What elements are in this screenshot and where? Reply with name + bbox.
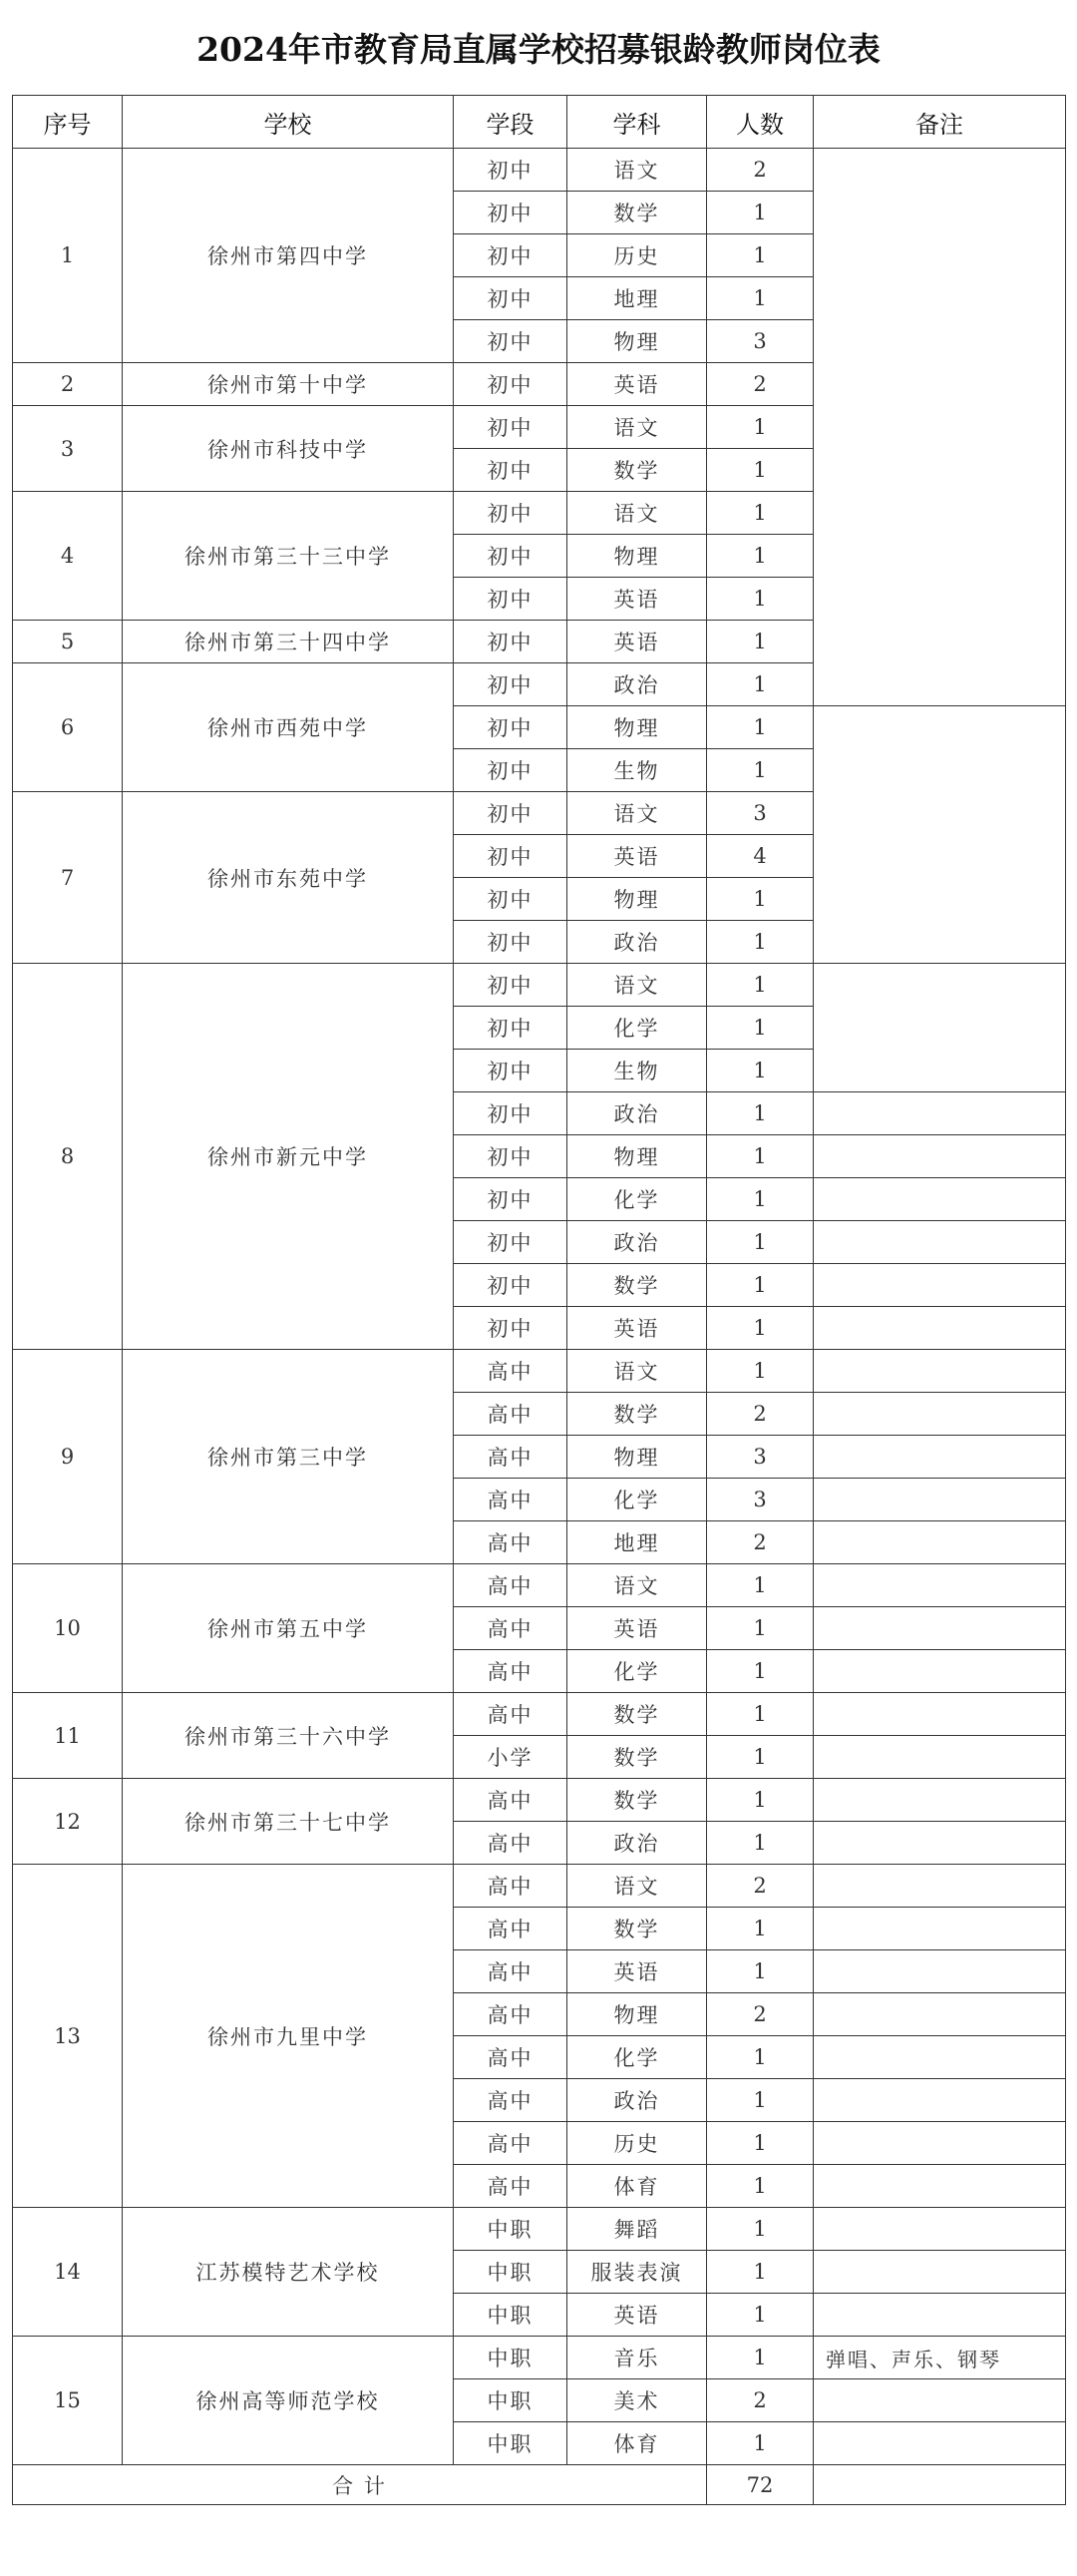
subject-cell: 地理 bbox=[567, 1521, 707, 1564]
subject-cell: 英语 bbox=[567, 1607, 707, 1650]
row-number: 6 bbox=[13, 663, 123, 792]
stage-cell: 初中 bbox=[454, 1135, 567, 1178]
count-cell: 1 bbox=[707, 1779, 814, 1822]
count-cell: 2 bbox=[707, 1865, 814, 1908]
count-cell: 1 bbox=[707, 964, 814, 1007]
subject-cell: 物理 bbox=[567, 706, 707, 749]
subject-cell: 数学 bbox=[567, 1908, 707, 1950]
note-cell bbox=[814, 1264, 1066, 1307]
note-cell bbox=[814, 1479, 1066, 1521]
school-name: 徐州市第三十七中学 bbox=[123, 1779, 454, 1865]
subject-cell: 历史 bbox=[567, 234, 707, 277]
count-cell: 1 bbox=[707, 1050, 814, 1092]
school-name: 徐州市第三十四中学 bbox=[123, 621, 454, 663]
stage-cell: 高中 bbox=[454, 1650, 567, 1693]
total-row bbox=[13, 2465, 1066, 2505]
stage-cell: 初中 bbox=[454, 149, 567, 192]
note-cell bbox=[814, 2208, 1066, 2251]
row-number: 5 bbox=[13, 621, 123, 663]
subject-cell: 数学 bbox=[567, 1779, 707, 1822]
count-cell: 1 bbox=[707, 2422, 814, 2465]
subject-cell: 美术 bbox=[567, 2379, 707, 2422]
school-name: 徐州市第五中学 bbox=[123, 1564, 454, 1693]
subject-cell: 语文 bbox=[567, 406, 707, 449]
stage-cell: 初中 bbox=[454, 663, 567, 706]
header-no: 序号 bbox=[13, 96, 123, 149]
note-cell bbox=[814, 1521, 1066, 1564]
stage-cell: 初中 bbox=[454, 535, 567, 578]
note-cell bbox=[814, 2422, 1066, 2465]
note-cell bbox=[814, 2122, 1066, 2165]
school-name: 徐州市第三十三中学 bbox=[123, 492, 454, 621]
subject-cell: 物理 bbox=[567, 878, 707, 921]
count-cell: 1 bbox=[707, 535, 814, 578]
stage-cell: 初中 bbox=[454, 921, 567, 964]
stage-cell: 初中 bbox=[454, 234, 567, 277]
school-name: 徐州市第四中学 bbox=[123, 149, 454, 363]
note-cell bbox=[814, 1350, 1066, 1393]
header-row bbox=[13, 96, 1066, 149]
subject-cell: 数学 bbox=[567, 1736, 707, 1779]
count-cell: 3 bbox=[707, 1436, 814, 1479]
header-stage: 学段 bbox=[454, 96, 567, 149]
stage-cell: 高中 bbox=[454, 2079, 567, 2122]
note-cell bbox=[814, 1178, 1066, 1221]
subject-cell: 音乐 bbox=[567, 2337, 707, 2379]
stage-cell: 中职 bbox=[454, 2208, 567, 2251]
note-cell bbox=[814, 2165, 1066, 2208]
row-number: 13 bbox=[13, 1865, 123, 2208]
stage-cell: 中职 bbox=[454, 2422, 567, 2465]
school-name: 徐州市九里中学 bbox=[123, 1865, 454, 2208]
stage-cell: 初中 bbox=[454, 792, 567, 835]
count-cell: 1 bbox=[707, 706, 814, 749]
subject-cell: 服装表演 bbox=[567, 2251, 707, 2294]
count-cell: 1 bbox=[707, 492, 814, 535]
subject-cell: 政治 bbox=[567, 2079, 707, 2122]
count-cell: 1 bbox=[707, 1307, 814, 1350]
note-cell bbox=[814, 1908, 1066, 1950]
stage-cell: 初中 bbox=[454, 363, 567, 406]
count-cell: 1 bbox=[707, 449, 814, 492]
row-number: 8 bbox=[13, 964, 123, 1350]
count-cell: 1 bbox=[707, 1350, 814, 1393]
count-cell: 1 bbox=[707, 621, 814, 663]
note-cell bbox=[814, 1436, 1066, 1479]
stage-cell: 初中 bbox=[454, 578, 567, 621]
row-number: 15 bbox=[13, 2337, 123, 2465]
subject-cell: 语文 bbox=[567, 792, 707, 835]
note-cell bbox=[814, 2379, 1066, 2422]
subject-cell: 政治 bbox=[567, 663, 707, 706]
school-name: 江苏模特艺术学校 bbox=[123, 2208, 454, 2337]
count-cell: 1 bbox=[707, 2036, 814, 2079]
stage-cell: 初中 bbox=[454, 320, 567, 363]
stage-cell: 高中 bbox=[454, 1693, 567, 1736]
header-note: 备注 bbox=[814, 96, 1066, 149]
count-cell: 1 bbox=[707, 2251, 814, 2294]
subject-cell: 化学 bbox=[567, 2036, 707, 2079]
count-cell: 4 bbox=[707, 835, 814, 878]
count-cell: 2 bbox=[707, 149, 814, 192]
count-cell: 1 bbox=[707, 1264, 814, 1307]
stage-cell: 高中 bbox=[454, 1779, 567, 1822]
count-cell: 1 bbox=[707, 578, 814, 621]
school-name: 徐州高等师范学校 bbox=[123, 2337, 454, 2465]
stage-cell: 高中 bbox=[454, 2165, 567, 2208]
school-name: 徐州市第三十六中学 bbox=[123, 1693, 454, 1779]
subject-cell: 化学 bbox=[567, 1007, 707, 1050]
subject-cell: 化学 bbox=[567, 1178, 707, 1221]
stage-cell: 高中 bbox=[454, 1950, 567, 1993]
stage-cell: 高中 bbox=[454, 1521, 567, 1564]
note-cell bbox=[814, 706, 1066, 964]
count-cell: 1 bbox=[707, 1564, 814, 1607]
stage-cell: 中职 bbox=[454, 2251, 567, 2294]
stage-cell: 初中 bbox=[454, 964, 567, 1007]
count-cell: 2 bbox=[707, 1521, 814, 1564]
count-cell: 1 bbox=[707, 1950, 814, 1993]
table-row bbox=[13, 1779, 1066, 1822]
stage-cell: 高中 bbox=[454, 1350, 567, 1393]
stage-cell: 初中 bbox=[454, 449, 567, 492]
subject-cell: 数学 bbox=[567, 449, 707, 492]
subject-cell: 数学 bbox=[567, 1693, 707, 1736]
count-cell: 1 bbox=[707, 1221, 814, 1264]
count-cell: 1 bbox=[707, 878, 814, 921]
note-cell bbox=[814, 1607, 1066, 1650]
stage-cell: 初中 bbox=[454, 492, 567, 535]
count-cell: 1 bbox=[707, 2122, 814, 2165]
count-cell: 1 bbox=[707, 192, 814, 234]
subject-cell: 政治 bbox=[567, 1822, 707, 1865]
note-cell bbox=[814, 1779, 1066, 1822]
note-cell bbox=[814, 149, 1066, 706]
subject-cell: 体育 bbox=[567, 2422, 707, 2465]
note-cell bbox=[814, 1736, 1066, 1779]
subject-cell: 英语 bbox=[567, 578, 707, 621]
stage-cell: 高中 bbox=[454, 1822, 567, 1865]
row-number: 4 bbox=[13, 492, 123, 621]
school-name: 徐州市第十中学 bbox=[123, 363, 454, 406]
note-cell bbox=[814, 1822, 1066, 1865]
subject-cell: 物理 bbox=[567, 1135, 707, 1178]
stage-cell: 初中 bbox=[454, 1050, 567, 1092]
positions-table bbox=[12, 95, 1066, 2505]
count-cell: 1 bbox=[707, 1607, 814, 1650]
stage-cell: 初中 bbox=[454, 621, 567, 663]
subject-cell: 数学 bbox=[567, 192, 707, 234]
subject-cell: 语文 bbox=[567, 492, 707, 535]
header-subject: 学科 bbox=[567, 96, 707, 149]
stage-cell: 高中 bbox=[454, 1908, 567, 1950]
count-cell: 1 bbox=[707, 1178, 814, 1221]
school-name: 徐州市科技中学 bbox=[123, 406, 454, 492]
stage-cell: 高中 bbox=[454, 1393, 567, 1436]
stage-cell: 初中 bbox=[454, 749, 567, 792]
note-cell: 弹唱、声乐、钢琴 bbox=[814, 2337, 1066, 2379]
count-cell: 1 bbox=[707, 1007, 814, 1050]
row-number: 10 bbox=[13, 1564, 123, 1693]
subject-cell: 物理 bbox=[567, 1436, 707, 1479]
subject-cell: 生物 bbox=[567, 749, 707, 792]
note-cell bbox=[814, 1950, 1066, 1993]
header-school: 学校 bbox=[123, 96, 454, 149]
note-cell bbox=[814, 1135, 1066, 1178]
note-cell bbox=[814, 2294, 1066, 2337]
stage-cell: 高中 bbox=[454, 1564, 567, 1607]
row-number: 12 bbox=[13, 1779, 123, 1865]
stage-cell: 初中 bbox=[454, 835, 567, 878]
row-number: 3 bbox=[13, 406, 123, 492]
subject-cell: 语文 bbox=[567, 149, 707, 192]
count-cell: 2 bbox=[707, 363, 814, 406]
school-name: 徐州市新元中学 bbox=[123, 964, 454, 1350]
count-cell: 1 bbox=[707, 2337, 814, 2379]
count-cell: 2 bbox=[707, 1393, 814, 1436]
stage-cell: 初中 bbox=[454, 1221, 567, 1264]
subject-cell: 政治 bbox=[567, 1221, 707, 1264]
table-row bbox=[13, 149, 1066, 192]
school-name: 徐州市第三中学 bbox=[123, 1350, 454, 1564]
stage-cell: 初中 bbox=[454, 1007, 567, 1050]
stage-cell: 初中 bbox=[454, 706, 567, 749]
note-cell bbox=[814, 1993, 1066, 2036]
stage-cell: 小学 bbox=[454, 1736, 567, 1779]
count-cell: 2 bbox=[707, 1993, 814, 2036]
subject-cell: 语文 bbox=[567, 964, 707, 1007]
subject-cell: 物理 bbox=[567, 535, 707, 578]
note-cell bbox=[814, 1307, 1066, 1350]
count-cell: 1 bbox=[707, 749, 814, 792]
count-cell: 1 bbox=[707, 2294, 814, 2337]
subject-cell: 生物 bbox=[567, 1050, 707, 1092]
stage-cell: 中职 bbox=[454, 2294, 567, 2337]
note-cell bbox=[814, 1393, 1066, 1436]
count-cell: 1 bbox=[707, 2079, 814, 2122]
stage-cell: 初中 bbox=[454, 406, 567, 449]
stage-cell: 高中 bbox=[454, 1993, 567, 2036]
subject-cell: 英语 bbox=[567, 1950, 707, 1993]
count-cell: 1 bbox=[707, 1736, 814, 1779]
subject-cell: 英语 bbox=[567, 2294, 707, 2337]
count-cell: 1 bbox=[707, 406, 814, 449]
note-cell bbox=[814, 1693, 1066, 1736]
stage-cell: 高中 bbox=[454, 1479, 567, 1521]
subject-cell: 物理 bbox=[567, 1993, 707, 2036]
subject-cell: 历史 bbox=[567, 2122, 707, 2165]
stage-cell: 高中 bbox=[454, 1865, 567, 1908]
stage-cell: 初中 bbox=[454, 277, 567, 320]
table-row bbox=[13, 964, 1066, 1007]
table-row bbox=[13, 2208, 1066, 2251]
count-cell: 1 bbox=[707, 1650, 814, 1693]
table-body bbox=[13, 149, 1066, 2505]
count-cell: 1 bbox=[707, 1908, 814, 1950]
count-cell: 1 bbox=[707, 1822, 814, 1865]
subject-cell: 化学 bbox=[567, 1479, 707, 1521]
count-cell: 1 bbox=[707, 2165, 814, 2208]
row-number: 1 bbox=[13, 149, 123, 363]
subject-cell: 政治 bbox=[567, 1092, 707, 1135]
subject-cell: 语文 bbox=[567, 1564, 707, 1607]
row-number: 14 bbox=[13, 2208, 123, 2337]
table-row bbox=[13, 2337, 1066, 2379]
note-cell bbox=[814, 1650, 1066, 1693]
subject-cell: 物理 bbox=[567, 320, 707, 363]
count-cell: 3 bbox=[707, 320, 814, 363]
subject-cell: 语文 bbox=[567, 1350, 707, 1393]
subject-cell: 体育 bbox=[567, 2165, 707, 2208]
subject-cell: 地理 bbox=[567, 277, 707, 320]
count-cell: 1 bbox=[707, 663, 814, 706]
table-row bbox=[13, 1865, 1066, 1908]
count-cell: 1 bbox=[707, 1092, 814, 1135]
table-row bbox=[13, 1564, 1066, 1607]
count-cell: 3 bbox=[707, 792, 814, 835]
stage-cell: 高中 bbox=[454, 2036, 567, 2079]
note-cell bbox=[814, 1221, 1066, 1264]
row-number: 7 bbox=[13, 792, 123, 964]
stage-cell: 初中 bbox=[454, 878, 567, 921]
row-number: 11 bbox=[13, 1693, 123, 1779]
note-cell bbox=[814, 2079, 1066, 2122]
subject-cell: 化学 bbox=[567, 1650, 707, 1693]
subject-cell: 舞蹈 bbox=[567, 2208, 707, 2251]
stage-cell: 中职 bbox=[454, 2379, 567, 2422]
subject-cell: 语文 bbox=[567, 1865, 707, 1908]
school-name: 徐州市东苑中学 bbox=[123, 792, 454, 964]
count-cell: 1 bbox=[707, 277, 814, 320]
total-note bbox=[814, 2465, 1066, 2505]
count-cell: 1 bbox=[707, 2208, 814, 2251]
table-row bbox=[13, 1693, 1066, 1736]
count-cell: 1 bbox=[707, 921, 814, 964]
note-cell bbox=[814, 964, 1066, 1092]
row-number: 9 bbox=[13, 1350, 123, 1564]
stage-cell: 高中 bbox=[454, 2122, 567, 2165]
page-title: 2024年市教育局直属学校招募银龄教师岗位表 bbox=[196, 30, 881, 69]
stage-cell: 初中 bbox=[454, 1092, 567, 1135]
note-cell bbox=[814, 2251, 1066, 2294]
count-cell: 2 bbox=[707, 2379, 814, 2422]
note-cell bbox=[814, 1092, 1066, 1135]
stage-cell: 初中 bbox=[454, 1178, 567, 1221]
stage-cell: 初中 bbox=[454, 192, 567, 234]
stage-cell: 初中 bbox=[454, 1264, 567, 1307]
note-cell bbox=[814, 2036, 1066, 2079]
count-cell: 1 bbox=[707, 234, 814, 277]
row-number: 2 bbox=[13, 363, 123, 406]
subject-cell: 数学 bbox=[567, 1264, 707, 1307]
stage-cell: 中职 bbox=[454, 2337, 567, 2379]
note-cell bbox=[814, 1865, 1066, 1908]
table-row bbox=[13, 1350, 1066, 1393]
header-count: 人数 bbox=[707, 96, 814, 149]
subject-cell: 英语 bbox=[567, 1307, 707, 1350]
count-cell: 1 bbox=[707, 1693, 814, 1736]
subject-cell: 英语 bbox=[567, 621, 707, 663]
count-cell: 1 bbox=[707, 1135, 814, 1178]
stage-cell: 高中 bbox=[454, 1607, 567, 1650]
school-name: 徐州市西苑中学 bbox=[123, 663, 454, 792]
total-count: 72 bbox=[707, 2465, 814, 2505]
stage-cell: 高中 bbox=[454, 1436, 567, 1479]
subject-cell: 英语 bbox=[567, 363, 707, 406]
subject-cell: 政治 bbox=[567, 921, 707, 964]
subject-cell: 英语 bbox=[567, 835, 707, 878]
count-cell: 3 bbox=[707, 1479, 814, 1521]
stage-cell: 初中 bbox=[454, 1307, 567, 1350]
note-cell bbox=[814, 1564, 1066, 1607]
total-label: 合 计 bbox=[13, 2465, 707, 2505]
subject-cell: 数学 bbox=[567, 1393, 707, 1436]
